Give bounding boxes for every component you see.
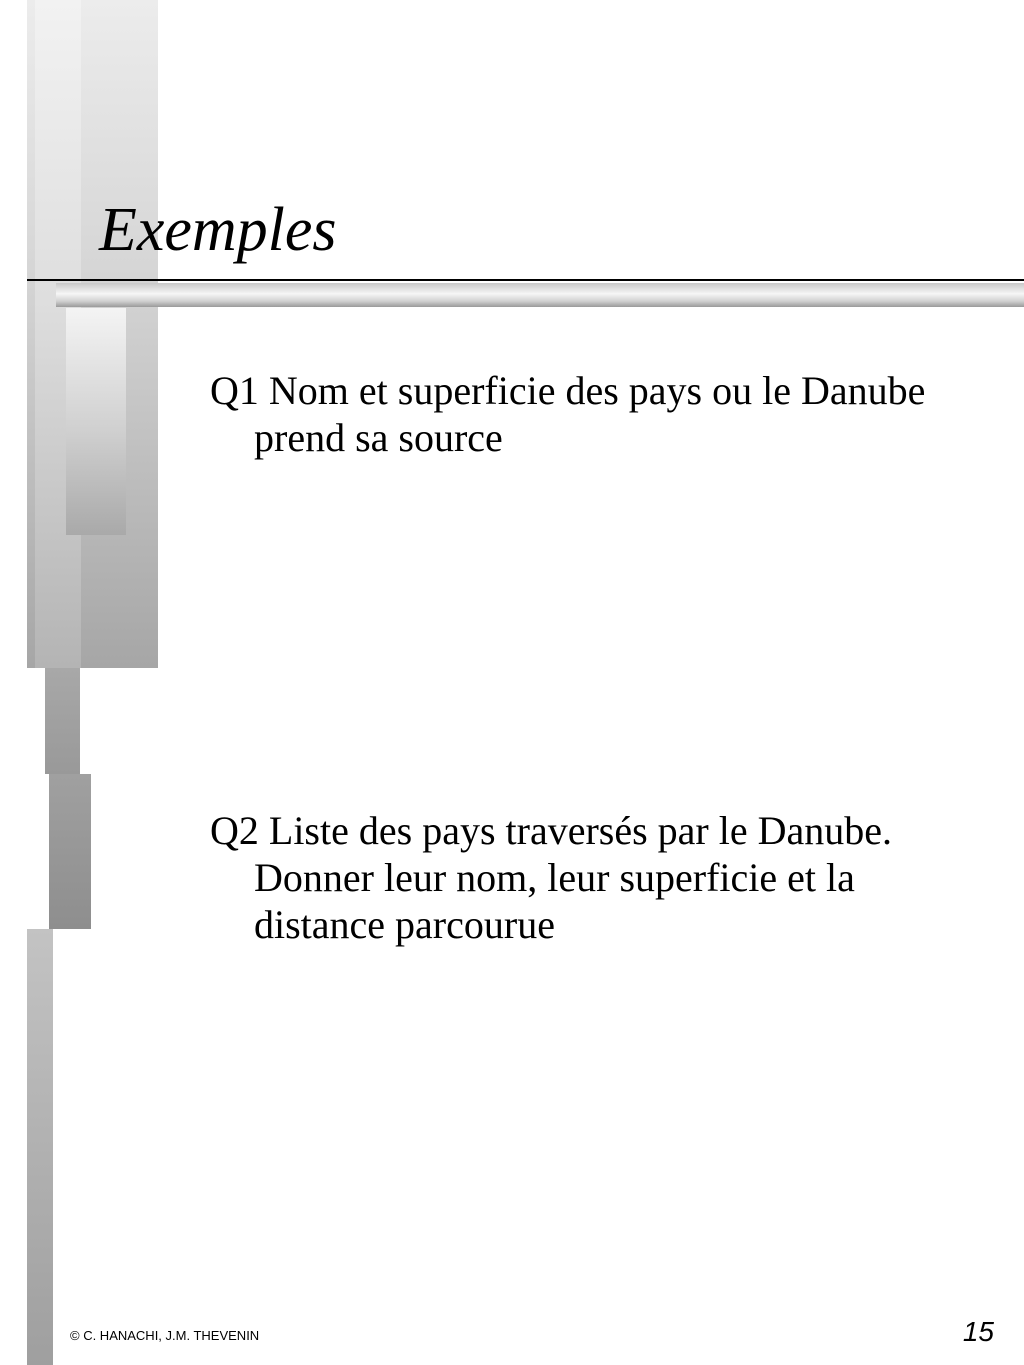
question-2: Q2 Liste des pays traversés par le Danube. Donner leur nom, leur superficie et la distance parcourue	[210, 808, 892, 947]
title-gradient-band	[56, 283, 1024, 307]
decorative-bar	[66, 308, 126, 535]
decorative-bar	[45, 668, 80, 774]
decorative-bar	[27, 929, 53, 1365]
slide-title: Exemples	[99, 196, 337, 264]
decorative-bar	[49, 774, 91, 929]
question-1: Q1 Nom et superficie des pays ou le Danube prend sa source	[210, 368, 926, 460]
copyright-footer: © C. HANACHI, J.M. THEVENIN	[70, 1328, 260, 1343]
title-divider	[27, 279, 1024, 281]
page-number: 15	[962, 1316, 994, 1347]
